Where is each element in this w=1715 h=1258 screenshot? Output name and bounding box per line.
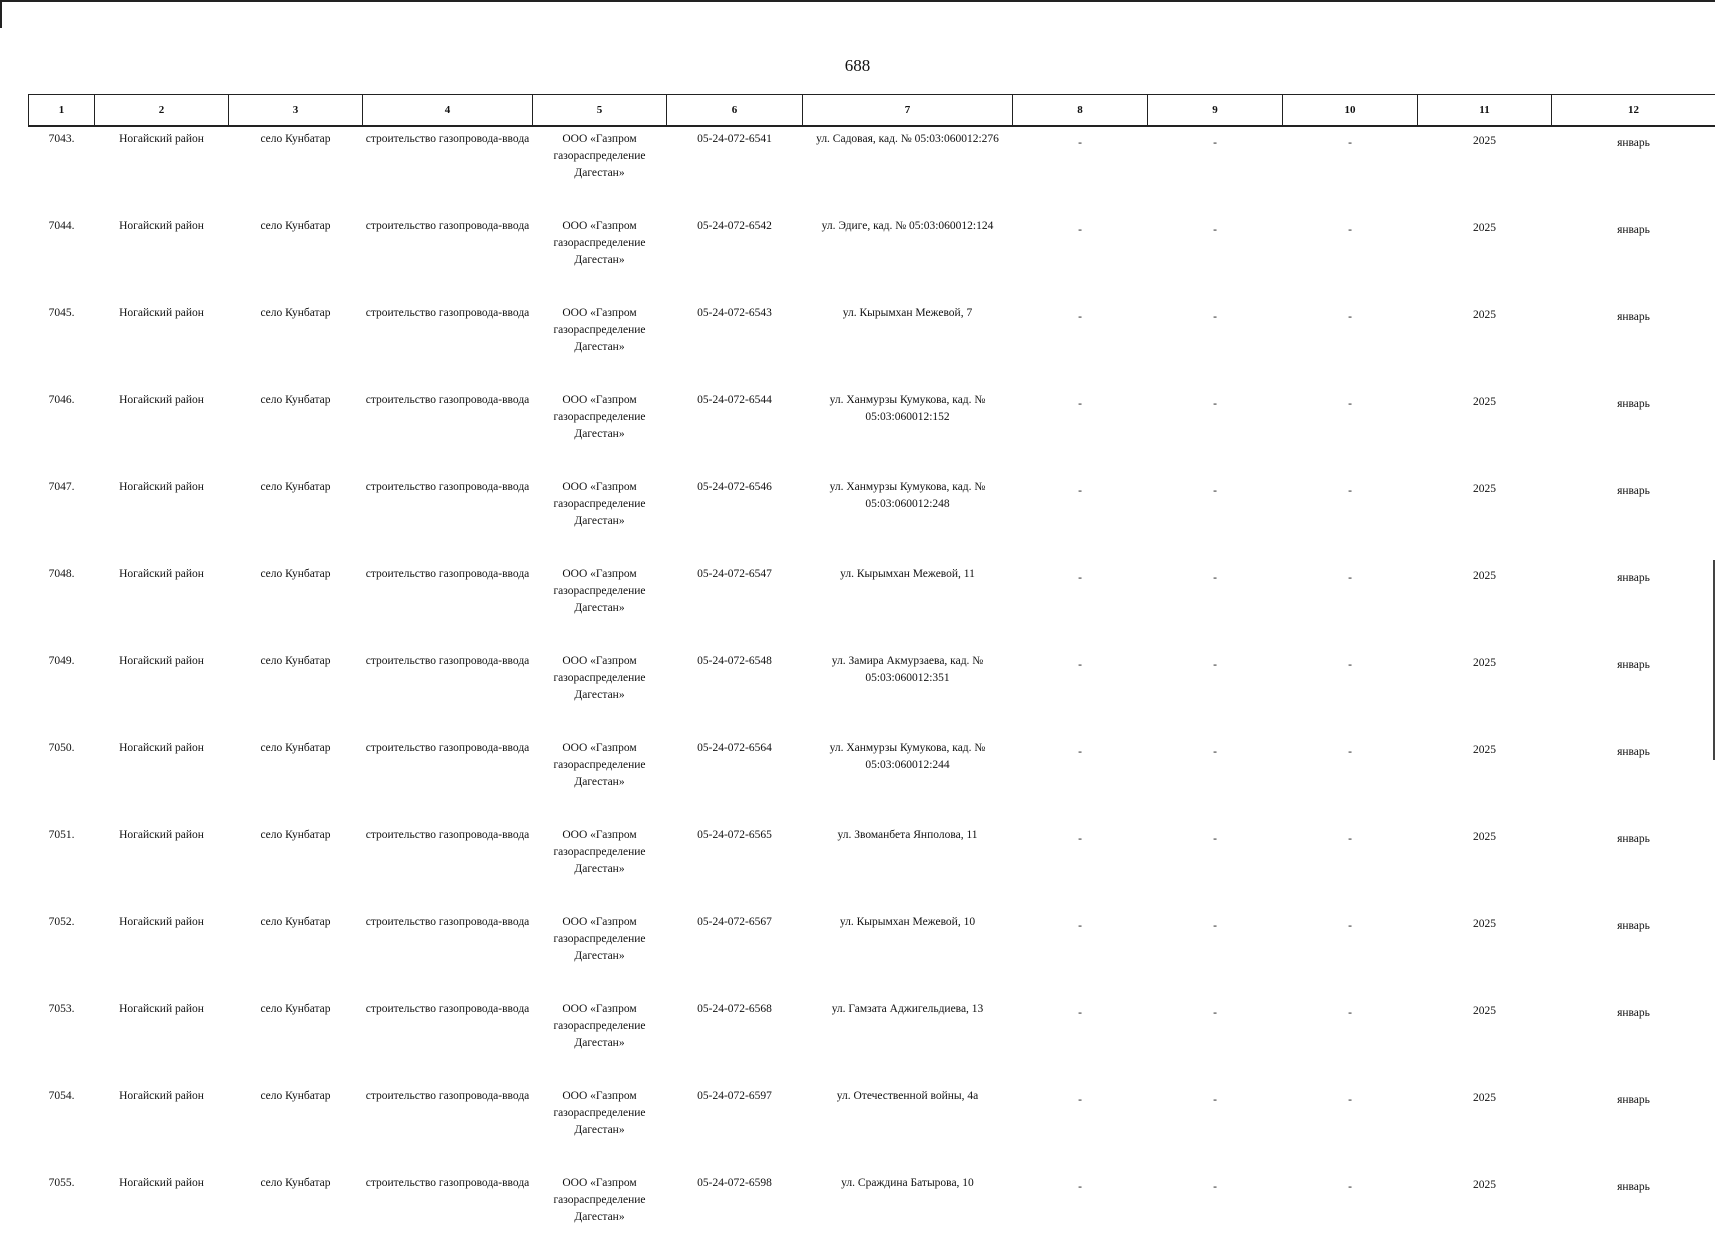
column-8-cell: - — [1013, 910, 1148, 997]
code-cell: 05-24-072-6565 — [667, 823, 803, 910]
organization-cell: ООО «Газпром газораспределение Дагестан» — [533, 475, 667, 562]
column-9-cell: - — [1148, 1171, 1283, 1258]
organization-cell: ООО «Газпром газораспределение Дагестан» — [533, 562, 667, 649]
district-cell: Ногайский район — [95, 649, 229, 736]
row-number: 7055. — [29, 1171, 95, 1258]
work-type-cell: строительство газопровода-ввода — [363, 823, 533, 910]
column-10-cell: - — [1283, 910, 1418, 997]
column-header-4: 4 — [363, 95, 533, 127]
address-cell: ул. Ханмурзы Кумукова, кад. № 05:03:060012:248 — [803, 475, 1013, 562]
address-cell: ул. Сраждина Батырова, 10 — [803, 1171, 1013, 1258]
table-row — [29, 301, 1715, 388]
address-cell: ул. Гамзата Аджигельдиева, 13 — [803, 997, 1013, 1084]
column-header-6: 6 — [667, 95, 803, 127]
column-8-cell: - — [1013, 301, 1148, 388]
address-cell: ул. Ханмурзы Кумукова, кад. № 05:03:060012:152 — [803, 388, 1013, 475]
month-cell: январь — [1552, 214, 1715, 301]
month-cell: январь — [1552, 997, 1715, 1084]
district-cell: Ногайский район — [95, 736, 229, 823]
district-cell: Ногайский район — [95, 562, 229, 649]
work-type-cell: строительство газопровода-ввода — [363, 910, 533, 997]
table-row — [29, 649, 1715, 736]
page-number: 688 — [0, 56, 1715, 76]
organization-cell: ООО «Газпром газораспределение Дагестан» — [533, 910, 667, 997]
village-cell: село Кунбатар — [229, 910, 363, 997]
village-cell: село Кунбатар — [229, 1171, 363, 1258]
address-cell: ул. Ханмурзы Кумукова, кад. № 05:03:060012:244 — [803, 736, 1013, 823]
column-8-cell: - — [1013, 388, 1148, 475]
month-cell: январь — [1552, 562, 1715, 649]
table-row — [29, 997, 1715, 1084]
column-9-cell: - — [1148, 388, 1283, 475]
column-8-cell: - — [1013, 562, 1148, 649]
column-8-cell: - — [1013, 823, 1148, 910]
work-type-cell: строительство газопровода-ввода — [363, 736, 533, 823]
address-cell: ул. Кырымхан Межевой, 11 — [803, 562, 1013, 649]
column-10-cell: - — [1283, 736, 1418, 823]
column-header-8: 8 — [1013, 95, 1148, 127]
year-cell: 2025 — [1418, 562, 1552, 649]
year-cell: 2025 — [1418, 388, 1552, 475]
column-9-cell: - — [1148, 736, 1283, 823]
table-row — [29, 910, 1715, 997]
district-cell: Ногайский район — [95, 301, 229, 388]
column-10-cell: - — [1283, 1171, 1418, 1258]
month-cell: январь — [1552, 1084, 1715, 1171]
code-cell: 05-24-072-6543 — [667, 301, 803, 388]
month-cell: январь — [1552, 475, 1715, 562]
column-10-cell: - — [1283, 562, 1418, 649]
column-header-2: 2 — [95, 95, 229, 127]
column-8-cell: - — [1013, 997, 1148, 1084]
district-cell: Ногайский район — [95, 1084, 229, 1171]
column-9-cell: - — [1148, 823, 1283, 910]
organization-cell: ООО «Газпром газораспределение Дагестан» — [533, 823, 667, 910]
column-10-cell: - — [1283, 301, 1418, 388]
column-10-cell: - — [1283, 388, 1418, 475]
village-cell: село Кунбатар — [229, 301, 363, 388]
district-cell: Ногайский район — [95, 910, 229, 997]
table-row — [29, 736, 1715, 823]
column-10-cell: - — [1283, 1084, 1418, 1171]
table-row — [29, 823, 1715, 910]
year-cell: 2025 — [1418, 301, 1552, 388]
table-row — [29, 475, 1715, 562]
district-cell: Ногайский район — [95, 997, 229, 1084]
month-cell: январь — [1552, 823, 1715, 910]
code-cell: 05-24-072-6541 — [667, 126, 803, 214]
organization-cell: ООО «Газпром газораспределение Дагестан» — [533, 388, 667, 475]
row-number: 7047. — [29, 475, 95, 562]
village-cell: село Кунбатар — [229, 214, 363, 301]
district-cell: Ногайский район — [95, 388, 229, 475]
column-10-cell: - — [1283, 997, 1418, 1084]
month-cell: январь — [1552, 649, 1715, 736]
top-border-line — [0, 0, 1715, 2]
code-cell: 05-24-072-6547 — [667, 562, 803, 649]
row-number: 7053. — [29, 997, 95, 1084]
column-10-cell: - — [1283, 126, 1418, 214]
row-number: 7054. — [29, 1084, 95, 1171]
year-cell: 2025 — [1418, 910, 1552, 997]
table-row — [29, 126, 1715, 214]
address-cell: ул. Кырымхан Межевой, 10 — [803, 910, 1013, 997]
year-cell: 2025 — [1418, 997, 1552, 1084]
year-cell: 2025 — [1418, 736, 1552, 823]
year-cell: 2025 — [1418, 823, 1552, 910]
column-header-5: 5 — [533, 95, 667, 127]
village-cell: село Кунбатар — [229, 475, 363, 562]
table-body — [29, 126, 1715, 1258]
registry-table — [28, 94, 1715, 1258]
code-cell: 05-24-072-6564 — [667, 736, 803, 823]
organization-cell: ООО «Газпром газораспределение Дагестан» — [533, 736, 667, 823]
column-8-cell: - — [1013, 1171, 1148, 1258]
table-row — [29, 562, 1715, 649]
organization-cell: ООО «Газпром газораспределение Дагестан» — [533, 1171, 667, 1258]
address-cell: ул. Садовая, кад. № 05:03:060012:276 — [803, 126, 1013, 214]
village-cell: село Кунбатар — [229, 126, 363, 214]
month-cell: январь — [1552, 126, 1715, 214]
row-number: 7051. — [29, 823, 95, 910]
month-cell: январь — [1552, 301, 1715, 388]
work-type-cell: строительство газопровода-ввода — [363, 1084, 533, 1171]
address-cell: ул. Отечественной войны, 4а — [803, 1084, 1013, 1171]
organization-cell: ООО «Газпром газораспределение Дагестан» — [533, 126, 667, 214]
work-type-cell: строительство газопровода-ввода — [363, 126, 533, 214]
column-10-cell: - — [1283, 649, 1418, 736]
row-number: 7052. — [29, 910, 95, 997]
organization-cell: ООО «Газпром газораспределение Дагестан» — [533, 1084, 667, 1171]
year-cell: 2025 — [1418, 475, 1552, 562]
column-10-cell: - — [1283, 475, 1418, 562]
column-9-cell: - — [1148, 126, 1283, 214]
column-8-cell: - — [1013, 649, 1148, 736]
table-row — [29, 1171, 1715, 1258]
year-cell: 2025 — [1418, 214, 1552, 301]
village-cell: село Кунбатар — [229, 997, 363, 1084]
address-cell: ул. Звоманбета Янполова, 11 — [803, 823, 1013, 910]
code-cell: 05-24-072-6544 — [667, 388, 803, 475]
column-9-cell: - — [1148, 1084, 1283, 1171]
column-header-7: 7 — [803, 95, 1013, 127]
district-cell: Ногайский район — [95, 214, 229, 301]
village-cell: село Кунбатар — [229, 736, 363, 823]
month-cell: январь — [1552, 910, 1715, 997]
code-cell: 05-24-072-6548 — [667, 649, 803, 736]
column-8-cell: - — [1013, 736, 1148, 823]
header-row — [29, 95, 1715, 127]
work-type-cell: строительство газопровода-ввода — [363, 649, 533, 736]
address-cell: ул. Замира Акмурзаева, кад. № 05:03:060012:351 — [803, 649, 1013, 736]
column-9-cell: - — [1148, 997, 1283, 1084]
work-type-cell: строительство газопровода-ввода — [363, 214, 533, 301]
village-cell: село Кунбатар — [229, 649, 363, 736]
column-8-cell: - — [1013, 475, 1148, 562]
row-number: 7045. — [29, 301, 95, 388]
column-10-cell: - — [1283, 823, 1418, 910]
work-type-cell: строительство газопровода-ввода — [363, 388, 533, 475]
column-9-cell: - — [1148, 214, 1283, 301]
table-row — [29, 388, 1715, 475]
code-cell: 05-24-072-6567 — [667, 910, 803, 997]
code-cell: 05-24-072-6546 — [667, 475, 803, 562]
year-cell: 2025 — [1418, 1084, 1552, 1171]
column-header-12: 12 — [1552, 95, 1715, 127]
column-8-cell: - — [1013, 1084, 1148, 1171]
code-cell: 05-24-072-6597 — [667, 1084, 803, 1171]
year-cell: 2025 — [1418, 1171, 1552, 1258]
left-edge-mark — [0, 0, 2, 28]
column-10-cell: - — [1283, 214, 1418, 301]
column-9-cell: - — [1148, 301, 1283, 388]
code-cell: 05-24-072-6598 — [667, 1171, 803, 1258]
table-row — [29, 214, 1715, 301]
organization-cell: ООО «Газпром газораспределение Дагестан» — [533, 301, 667, 388]
year-cell: 2025 — [1418, 649, 1552, 736]
work-type-cell: строительство газопровода-ввода — [363, 475, 533, 562]
district-cell: Ногайский район — [95, 126, 229, 214]
row-number: 7049. — [29, 649, 95, 736]
organization-cell: ООО «Газпром газораспределение Дагестан» — [533, 649, 667, 736]
village-cell: село Кунбатар — [229, 823, 363, 910]
column-header-11: 11 — [1418, 95, 1552, 127]
work-type-cell: строительство газопровода-ввода — [363, 1171, 533, 1258]
column-9-cell: - — [1148, 649, 1283, 736]
table-row — [29, 1084, 1715, 1171]
row-number: 7048. — [29, 562, 95, 649]
work-type-cell: строительство газопровода-ввода — [363, 997, 533, 1084]
village-cell: село Кунбатар — [229, 388, 363, 475]
month-cell: январь — [1552, 388, 1715, 475]
organization-cell: ООО «Газпром газораспределение Дагестан» — [533, 997, 667, 1084]
work-type-cell: строительство газопровода-ввода — [363, 562, 533, 649]
column-8-cell: - — [1013, 126, 1148, 214]
column-header-1: 1 — [29, 95, 95, 127]
row-number: 7044. — [29, 214, 95, 301]
village-cell: село Кунбатар — [229, 1084, 363, 1171]
column-8-cell: - — [1013, 214, 1148, 301]
year-cell: 2025 — [1418, 126, 1552, 214]
row-number: 7046. — [29, 388, 95, 475]
address-cell: ул. Эдиге, кад. № 05:03:060012:124 — [803, 214, 1013, 301]
code-cell: 05-24-072-6568 — [667, 997, 803, 1084]
village-cell: село Кунбатар — [229, 562, 363, 649]
row-number: 7050. — [29, 736, 95, 823]
column-9-cell: - — [1148, 562, 1283, 649]
registry-table-container — [28, 94, 1715, 1258]
work-type-cell: строительство газопровода-ввода — [363, 301, 533, 388]
month-cell: январь — [1552, 1171, 1715, 1258]
code-cell: 05-24-072-6542 — [667, 214, 803, 301]
column-header-3: 3 — [229, 95, 363, 127]
column-header-9: 9 — [1148, 95, 1283, 127]
row-number: 7043. — [29, 126, 95, 214]
column-9-cell: - — [1148, 910, 1283, 997]
organization-cell: ООО «Газпром газораспределение Дагестан» — [533, 214, 667, 301]
district-cell: Ногайский район — [95, 475, 229, 562]
district-cell: Ногайский район — [95, 1171, 229, 1258]
district-cell: Ногайский район — [95, 823, 229, 910]
address-cell: ул. Кырымхан Межевой, 7 — [803, 301, 1013, 388]
column-9-cell: - — [1148, 475, 1283, 562]
column-header-10: 10 — [1283, 95, 1418, 127]
month-cell: январь — [1552, 736, 1715, 823]
